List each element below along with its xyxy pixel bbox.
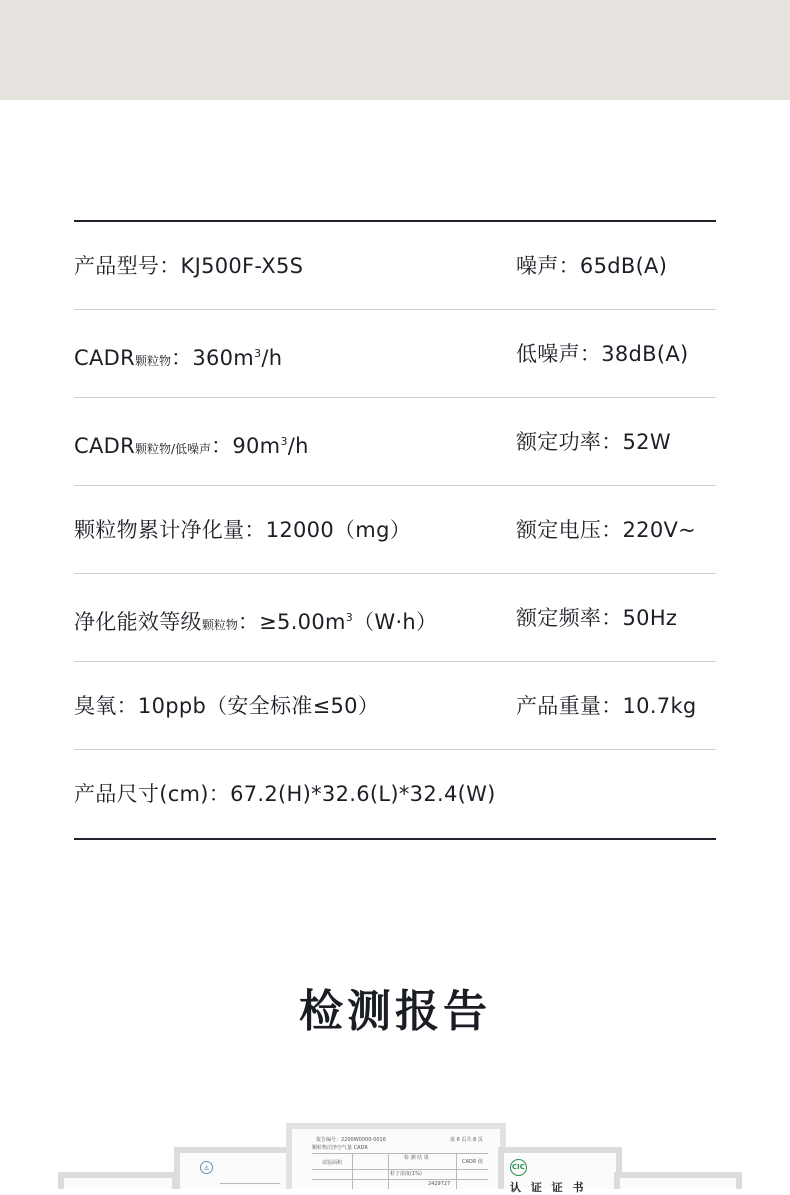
spec-row: [74, 222, 716, 310]
report-page-text: 第 6 页共 8 页: [450, 1137, 483, 1143]
spec-row: [74, 310, 716, 398]
spec-rated-power: [516, 398, 671, 486]
spec-separator: ：: [171, 346, 193, 370]
spec-value: KJ500F-X5S: [180, 254, 304, 278]
spec-separator: ：: [237, 610, 260, 634]
spec-label: 低噪声：: [516, 342, 602, 366]
spec-row: [74, 750, 716, 838]
spec-row: [74, 662, 716, 750]
spec-separator: ：: [211, 434, 233, 458]
table-line: [312, 1169, 488, 1170]
spec-value: ≥5.00m: [259, 610, 346, 634]
certificate-paper: [620, 1178, 736, 1189]
certificate-thumbnail: [498, 1147, 622, 1194]
spec-low-noise: [516, 310, 689, 398]
spec-value: 10.7kg: [622, 694, 697, 718]
spec-value: 90m: [232, 434, 281, 458]
certificate-paper: [504, 1153, 616, 1194]
spec-label: 额定功率：: [516, 430, 623, 454]
spec-value: 67.2(H)*32.6(L)*32.4(W): [230, 782, 496, 806]
document-text-line: [220, 1183, 280, 1184]
report-section-title: 检测报告: [299, 986, 491, 1037]
report-table-header: CADR 值: [462, 1159, 483, 1165]
report-section-text: 颗粒物洁净空气量 CADR: [312, 1145, 368, 1151]
table-line: [352, 1153, 353, 1189]
table-line: [312, 1179, 488, 1180]
spec-cumulative-purification: [74, 486, 411, 574]
report-table-header: 试验面积: [322, 1160, 343, 1166]
spec-label: 噪声：: [516, 254, 580, 278]
table-line: [456, 1153, 457, 1189]
spec-energy-efficiency: [74, 574, 437, 662]
spec-cadr-particle: [74, 310, 282, 398]
table-bottom-rule: [74, 838, 716, 840]
spec-label: 产品尺寸(cm)：: [74, 782, 231, 806]
spec-value: 52W: [622, 430, 671, 454]
cic-logo-icon: CIC: [510, 1159, 527, 1176]
spec-dimensions: [74, 750, 496, 838]
spec-noise: [516, 222, 667, 310]
certification-logo-icon: ◬: [200, 1161, 213, 1174]
spec-weight: [516, 662, 697, 750]
certificate-thumbnail: [58, 1172, 178, 1189]
spec-label: 颗粒物累计净化量：: [74, 518, 266, 542]
test-report-document: [286, 1123, 506, 1189]
spec-unit: /h: [287, 434, 309, 458]
certificate-thumbnail: [614, 1172, 742, 1189]
certificate-paper: [64, 1178, 172, 1189]
spec-label: 额定频率：: [516, 606, 623, 630]
report-table-header: 检 测 结 果: [404, 1155, 429, 1161]
spec-label-sub: 颗粒物: [201, 618, 238, 632]
spec-label: 产品重量：: [516, 694, 623, 718]
spec-rated-frequency: [516, 574, 677, 662]
spec-value: 38dB(A): [601, 342, 689, 366]
spec-model: [74, 222, 303, 310]
certificate-gallery: [0, 1115, 790, 1194]
spec-ozone: [74, 662, 379, 750]
table-line: [388, 1153, 389, 1189]
spec-row: [74, 574, 716, 662]
spec-value: 220V~: [622, 518, 697, 542]
spec-label: CADR: [74, 434, 135, 458]
spec-label: 臭氧：: [74, 694, 138, 718]
spec-row: [74, 486, 716, 574]
spec-label: 额定电压：: [516, 518, 623, 542]
spec-value: 65dB(A): [579, 254, 668, 278]
spec-label-sub: 颗粒物/低噪声: [135, 442, 212, 456]
spec-row: [74, 398, 716, 486]
top-banner: [0, 0, 790, 100]
certificate-paper: [180, 1153, 288, 1189]
report-paper: [292, 1129, 500, 1189]
spec-unit: （W·h）: [353, 610, 438, 634]
spec-unit: /h: [261, 346, 283, 370]
certificate-thumbnail: [174, 1147, 294, 1189]
report-table-cell: 2429727: [428, 1181, 451, 1187]
spec-cadr-low-noise: [74, 398, 309, 486]
spec-rated-voltage: [516, 486, 696, 574]
spec-superscript: 3: [280, 435, 288, 448]
spec-label: CADR: [74, 346, 135, 370]
report-number-text: 报告编号：2200W0000-0016: [316, 1137, 386, 1143]
report-table-cell: 粒子浓度(1%): [390, 1171, 422, 1177]
spec-label: 产品型号：: [74, 254, 181, 278]
table-line: [312, 1153, 488, 1154]
spec-superscript: 3: [345, 611, 354, 624]
spec-value: 10ppb（安全标准≤50）: [137, 694, 380, 718]
spec-value: 12000（mg）: [265, 518, 411, 542]
certificate-heading: 认 证 证 书: [510, 1181, 587, 1194]
spec-value: 360m: [192, 346, 255, 370]
spec-label: 净化能效等级: [74, 610, 202, 634]
spec-superscript: 3: [254, 347, 262, 360]
spec-value: 50Hz: [622, 606, 678, 630]
spec-label-sub: 颗粒物: [135, 354, 172, 368]
